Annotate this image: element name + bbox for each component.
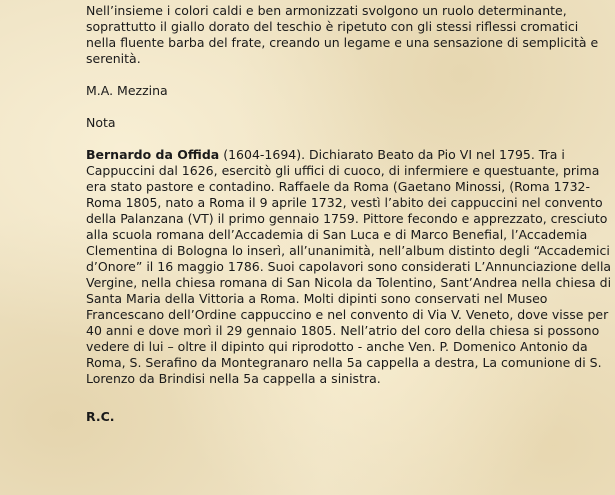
note-body: (1604-1694). Dichiarato Beato da Pio VI nel 1795. Tra i Cappuccini dal 1626, esercitò gli uffici di cuoco, di infermiere e questuante, prima era stato pastore e contadino. Raffaele da Roma (Gaetano Minossi, (Roma 1732- Roma 1805, nato a Roma il 9 aprile 1732, vestì l’abito dei cappuccini nel convento della Palanzana (VT) il primo gennaio 1759. Pittore fecondo e apprezzato, cresciuto alla scuola romana dell’Accademia di San Luca e di Marco Benefial, l’Accademia Clementina di Bologna lo inserì, all’unanimità, nell’album distinto degli “Accademici d’Onore” il 16 maggio 1786. Suoi capolavori sono considerati L’Annunciazione della Vergine, nella chiesa romana di San Nicola da Tolentino, Sant’Andrea nella chiesa di Santa Maria della Vittoria a Roma. Molti dipinti sono conservati nel Museo Francescano dell’Ordine cappuccino e nel convento di Via V. Veneto, dove visse per 40 anni e dove morì il 29 gennaio 1805. Nell’atrio del coro della chiesa si possono vedere di lui – oltre il dipinto qui riprodotto - anche Ven. P. Domenico Antonio da Roma, S. Serafino da Montegranaro nella 5a cappella a destra, La comunione di S. Lorenzo da Brindisi nella 5a cappella a sinistra.: [86, 147, 612, 386]
signature: R.C.: [86, 409, 115, 424]
note-subject-name: Bernardo da Offida: [86, 147, 220, 162]
article-content: [86, 3, 612, 441]
note-paragraph: [86, 147, 612, 387]
note-heading: Nota: [86, 115, 116, 130]
intro-paragraph: Nell’insieme i colori caldi e ben armonizzati svolgono un ruolo determinante, soprattutto il giallo dorato del teschio è ripetuto con gli stessi riflessi cromatici nella fluente barba del frate, creando un legame e una sensazione di semplicità e serenità.: [86, 3, 599, 66]
author-credit: M.A. Mezzina: [86, 83, 168, 98]
